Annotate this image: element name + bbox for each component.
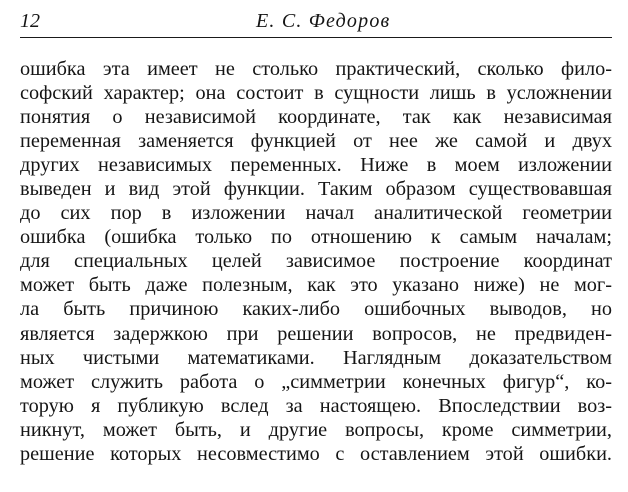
text-line: ла быть причиною каких-либо ошибочных выводов, но (20, 298, 612, 321)
text-line: до сих пор в изложении начал аналитической геометрии (20, 202, 612, 225)
text-line: выведен и вид этой функции. Таким образом существовавшая (20, 178, 612, 201)
text-line: ошибка (ошибка только по отношению к самым началам; (20, 226, 612, 249)
text-line: является задержкою при решении вопросов, не предвиден- (20, 322, 612, 345)
text-line: может быть даже полезным, как это указано ниже) не мог- (20, 274, 612, 297)
text-line: ных чистыми математиками. Наглядным доказательством (20, 346, 612, 369)
header-rule (20, 37, 612, 38)
text-line: может служить работа о „симметрии конечных фигур“, ко- (20, 370, 612, 393)
page-header (20, 9, 612, 33)
body-text (20, 57, 612, 466)
text-line: решение которых несовместимо с оставлением этой ошибки. (20, 442, 612, 465)
page-number: 12 (20, 10, 40, 32)
running-head: Е. С. Федоров (256, 10, 391, 32)
text-line: для специальных целей зависимое построение координат (20, 250, 612, 273)
text-line: софский характер; она состоит в сущности лишь в усложнении (20, 82, 612, 105)
text-line: других независимых переменных. Ниже в моем изложении (20, 154, 612, 177)
text-line: ошибка эта имеет не столько практический, сколько фило- (20, 58, 612, 80)
text-line: переменная заменяется функцией от нее же самой и двух (20, 130, 612, 153)
text-line: торую я публикую вслед за настоящею. Впоследствии воз- (20, 394, 612, 417)
text-line: никнут, может быть, и другие вопросы, кроме симметрии, (20, 418, 612, 441)
text-line: понятия о независимой координате, так как независимая (20, 106, 612, 129)
